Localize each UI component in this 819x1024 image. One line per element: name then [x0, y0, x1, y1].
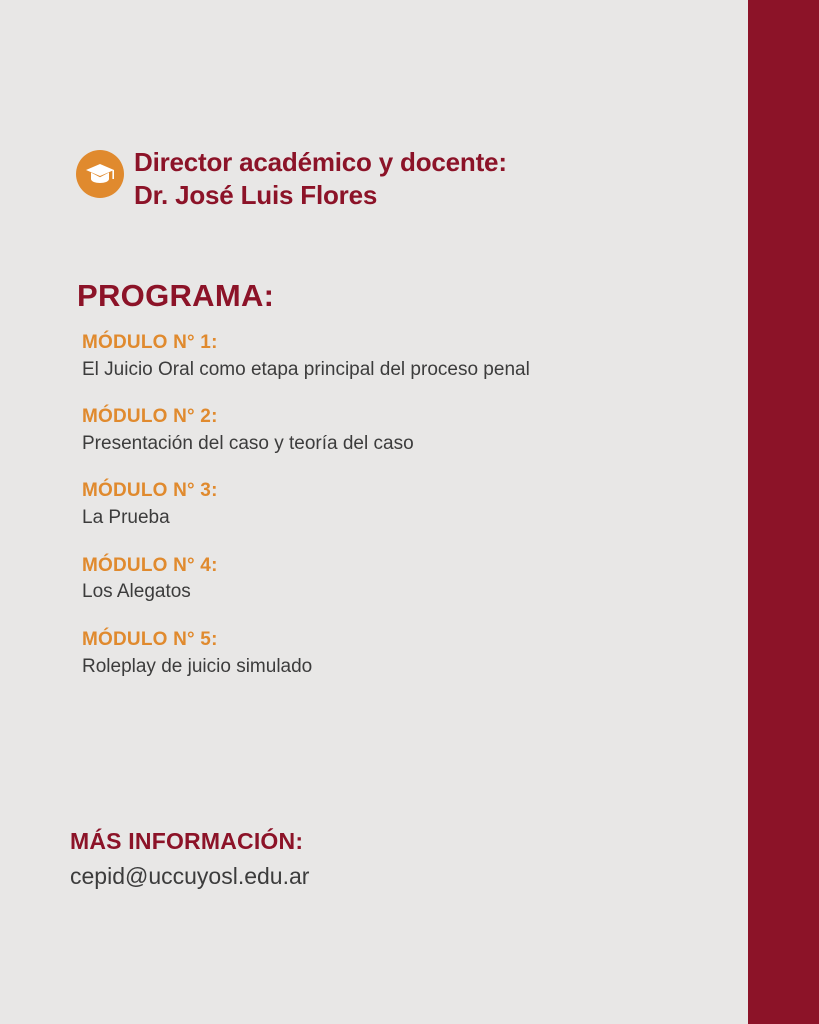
- list-item: [82, 553, 702, 606]
- module-description: El Juicio Oral como etapa principal del proceso penal: [82, 358, 530, 380]
- list-item: [82, 478, 702, 531]
- director-block: [76, 146, 696, 211]
- right-color-bar: [748, 0, 819, 1024]
- module-description: Los Alegatos: [82, 581, 191, 603]
- module-label: MÓDULO N° 4:: [82, 554, 218, 576]
- contact-email[interactable]: cepid@uccuyosl.edu.ar: [70, 863, 310, 889]
- director-text: [134, 146, 507, 211]
- program-heading: PROGRAMA:: [77, 278, 275, 313]
- list-item: [82, 627, 702, 680]
- module-label: MÓDULO N° 1:: [82, 332, 218, 353]
- list-item: [82, 404, 702, 457]
- graduation-cap-icon: [76, 150, 124, 198]
- module-list: [82, 330, 702, 680]
- contact-heading: MÁS INFORMACIÓN:: [70, 828, 304, 854]
- module-description: La Prueba: [82, 507, 170, 529]
- module-description: Roleplay de juicio simulado: [82, 655, 313, 677]
- module-label: MÓDULO N° 5:: [82, 628, 218, 650]
- director-name: Dr. José Luis Flores: [134, 179, 378, 210]
- director-title: Director académico y docente:: [134, 147, 507, 177]
- list-item: [82, 330, 702, 383]
- module-description: Presentación del caso y teoría del caso: [82, 432, 414, 454]
- module-label: MÓDULO N° 2:: [82, 406, 218, 428]
- contact-block: [70, 828, 690, 890]
- module-label: MÓDULO N° 3:: [82, 480, 218, 502]
